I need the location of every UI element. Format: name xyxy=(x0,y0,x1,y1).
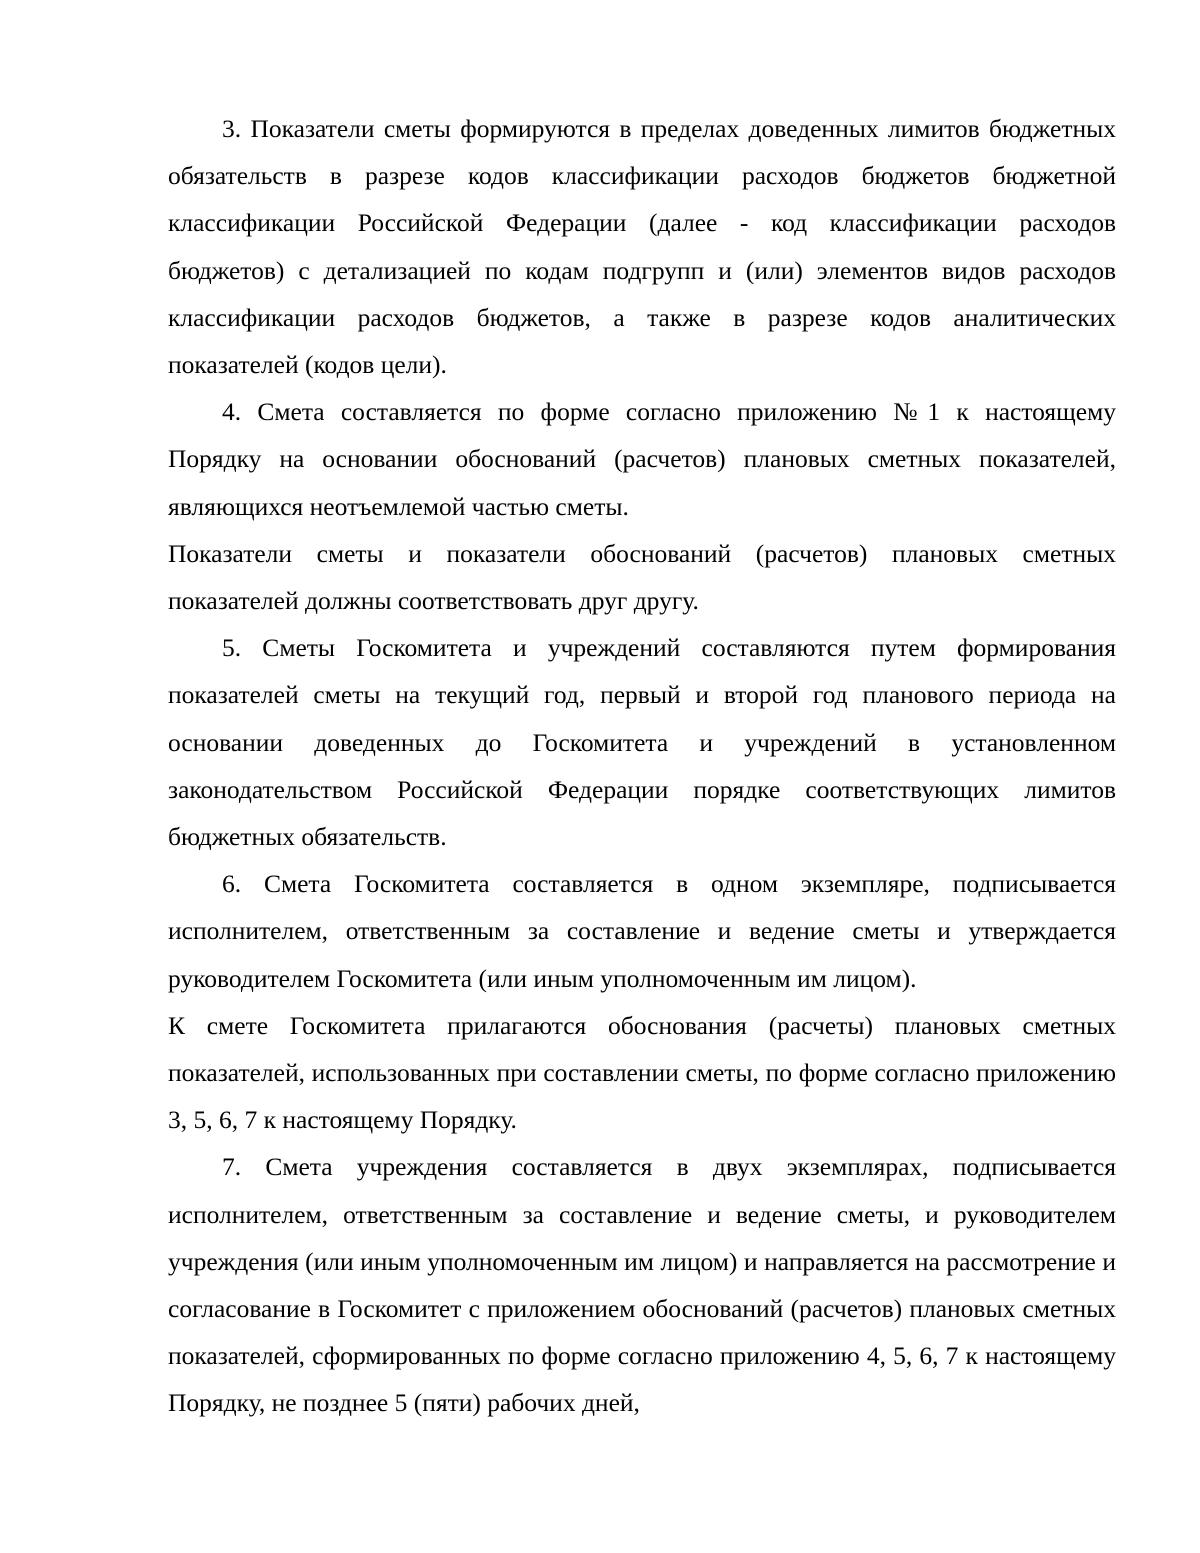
paragraph-item-7: 7. Смета учреждения составляется в двух экземплярах, подписывается исполнителем, ответственным за составление и ведение сметы, и руководителем учреждения (или иным уполномоченным им лицом) и направляется на рассмотрение и согласование в Госкомитет с приложением обоснований (расчетов) плановых сметных показателей, сформированных по форме согласно приложению 4, 5, 6, 7 к настоящему Порядку, не позднее 5 (пяти) рабочих дней, xyxy=(168,1152,1116,1418)
paragraph-item-4: 4. Смета составляется по форме согласно приложению №1 к настоящему Порядку на основании обоснований (расчетов) плановых сметных показателей, являющихся неотъемлемой частью сметы. xyxy=(168,397,1116,521)
paragraph-item-4-continuation: Показатели сметы и показатели обоснований (расчетов) плановых сметных показателей должны соответствовать друг другу. xyxy=(168,538,1116,616)
paragraph-item-3: 3. Показатели сметы формируются в пределах доведенных лимитов бюджетных обязательств в разрезе кодов классификации расходов бюджетов бюджетной классификации Российской Федерации (далее - код классификации расходов бюджетов) с детализацией по кодам подгрупп и (или) элементов видов расходов классификации расходов бюджетов, а также в разрезе кодов аналитических показателей (кодов цели). xyxy=(168,114,1116,380)
paragraph-item-6: 6. Смета Госкомитета составляется в одном экземпляре, подписывается исполнителем, ответственным за составление и ведение сметы и утверждается руководителем Госкомитета (или иным уполномоченным им лицом). xyxy=(168,869,1116,993)
paragraph-item-6-continuation: К смете Госкомитета прилагаются обоснования (расчеты) плановых сметных показателей, использованных при составлении сметы, по форме согласно приложению 3, 5, 6, 7 к настоящему Порядку. xyxy=(168,1010,1116,1135)
document-page xyxy=(168,105,1116,1427)
paragraph-item-5: 5. Сметы Госкомитета и учреждений составляются путем формирования показателей сметы на текущий год, первый и второй год планового периода на основании доведенных до Госкомитета и учреждений в установленном законодательством Российской Федерации порядке соответствующих лимитов бюджетных обязательств. xyxy=(168,633,1116,852)
